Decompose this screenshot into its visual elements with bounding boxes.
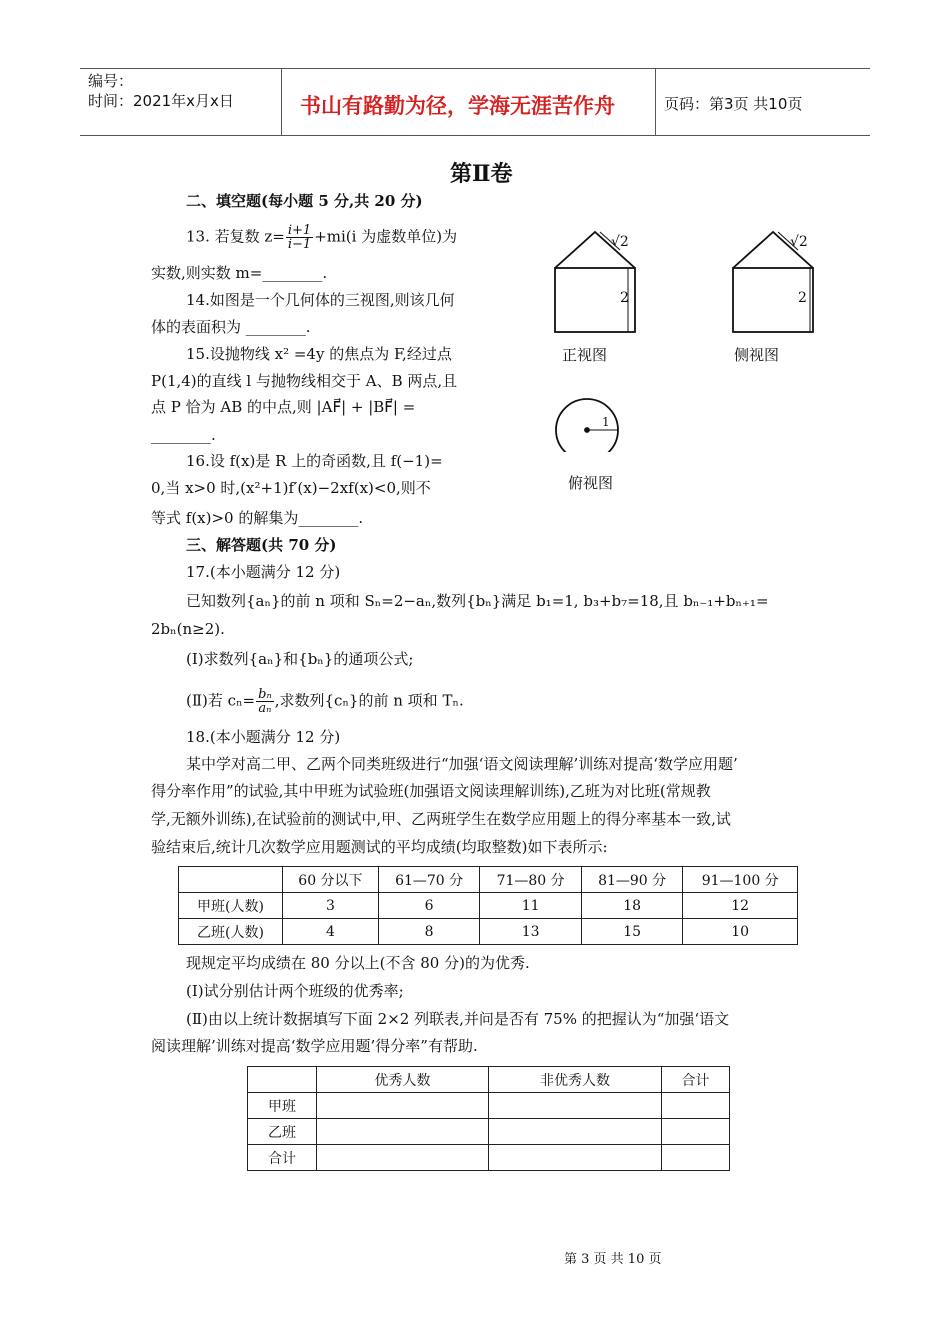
q13-fraction [286, 224, 313, 251]
table-header-cell: 71—80 分 [480, 867, 582, 893]
contingency-table [247, 1066, 730, 1171]
q17-text: (Ⅱ)若 cₙ= [186, 691, 256, 710]
blank-cell [489, 1093, 662, 1119]
page-title: 第Ⅱ卷 [450, 161, 513, 187]
header-top-rule [80, 68, 870, 69]
fraction-denominator: aₙ [258, 701, 272, 716]
table-row [179, 919, 798, 945]
q16-line: 0,当 x>0 时,(x²+1)f′(x)−2xf(x)<0,则不 [151, 479, 431, 497]
q18-line: 得分率作用”的试验,其中甲班为试验班(加强语文阅读理解训练),乙班为对比班(常规教 [151, 782, 711, 800]
table-header-row [248, 1067, 730, 1093]
blank-cell [662, 1145, 730, 1171]
q13-text: +mi(i 为虚数单位)为 [314, 227, 458, 246]
side-view-label: 侧视图 [734, 346, 780, 364]
table-row [179, 893, 798, 919]
blank-cell [662, 1119, 730, 1145]
side-height-label: 2 [798, 290, 807, 306]
q18-line: 学,无额外训练),在试验前的测试中,甲、乙两班学生在数学应用题上的得分率基本一致,试 [151, 810, 731, 828]
q15-line: 点 P 恰为 AB 的中点,则 |AF⃗| + |BF⃗| = [151, 398, 416, 416]
q13-text: 13. 若复数 z= [186, 227, 285, 246]
top-view-label: 俯视图 [568, 474, 614, 492]
doc-number-label: 编号： [88, 72, 134, 90]
table-header-cell [248, 1067, 317, 1093]
q18-line: 阅读理解’训练对提高‘数学应用题’得分率”有帮助. [151, 1037, 478, 1055]
question-18-title: 18.(本小题满分 12 分) [186, 728, 341, 746]
fraction-numerator: i+1 [287, 223, 312, 238]
table-row [248, 1119, 730, 1145]
table-header-cell [179, 867, 283, 893]
question-18: 某中学对高二甲、乙两个同类班级进行“加强‘语文阅读理解’训练对提高‘数学应用题’ [186, 755, 738, 773]
question-13 [186, 224, 457, 251]
q17-line: 2bₙ(n≥2). [151, 620, 225, 638]
front-view-label: 正视图 [562, 346, 608, 364]
row-label: 甲班 [248, 1093, 317, 1119]
table-row [248, 1093, 730, 1119]
table-header-cell: 61—70 分 [378, 867, 480, 893]
table-cell: 4 [283, 919, 379, 945]
row-label: 乙班(人数) [179, 919, 283, 945]
table-cell: 18 [581, 893, 683, 919]
section-heading: 二、填空题(每小题 5 分,共 20 分) [186, 192, 423, 210]
q15-line: P(1,4)的直线 l 与抛物线相交于 A、B 两点,且 [151, 372, 458, 390]
question-17-title: 17.(本小题满分 12 分) [186, 563, 341, 581]
table-header-cell: 优秀人数 [317, 1067, 489, 1093]
radius-label: 1 [602, 415, 610, 429]
q13-line: 实数,则实数 m=________. [151, 264, 328, 282]
fraction-numerator: bₙ [258, 687, 272, 702]
blank-cell [317, 1145, 489, 1171]
table-header-cell: 81—90 分 [581, 867, 683, 893]
table-cell: 8 [378, 919, 480, 945]
question-14: 14.如图是一个几何体的三视图,则该几何 [186, 291, 455, 309]
doc-date: 时间：2021年x月x日 [88, 92, 234, 110]
q15-line: ________. [151, 426, 216, 444]
header-divider [655, 68, 656, 135]
section-heading: 三、解答题(共 70 分) [186, 536, 337, 554]
q17-text: ,求数列{cₙ}的前 n 项和 Tₙ. [274, 691, 464, 710]
q14-line: 体的表面积为 ________. [151, 318, 311, 336]
question-17: 已知数列{aₙ}的前 n 项和 Sₙ=2−aₙ,数列{bₙ}满足 b₁=1, b₃+b₇=18,且 bₙ₋₁+bₙ₊₁= [186, 592, 769, 610]
blank-cell [489, 1119, 662, 1145]
table-cell: 13 [480, 919, 582, 945]
question-16: 16.设 f(x)是 R 上的奇函数,且 f(−1)= [186, 452, 443, 470]
fraction-denominator: i−1 [287, 237, 312, 252]
table-header-cell: 60 分以下 [283, 867, 379, 893]
table-header-cell: 91—100 分 [683, 867, 798, 893]
table-row [248, 1145, 730, 1171]
question-15: 15.设抛物线 x² =4y 的焦点为 F,经过点 [186, 345, 452, 363]
q17-part1: (Ⅰ)求数列{aₙ}和{bₙ}的通项公式; [186, 650, 414, 668]
blank-cell [317, 1093, 489, 1119]
page-footer: 第 3 页 共 10 页 [564, 1252, 662, 1267]
header-motto: 书山有路勤为径，学海无涯苦作舟 [300, 93, 615, 118]
blank-cell [662, 1093, 730, 1119]
q18-part1: (Ⅰ)试分别估计两个班级的优秀率; [186, 982, 404, 1000]
q17-part2 [186, 688, 464, 715]
q18-line: 验结束后,统计几次数学应用题测试的平均成绩(均取整数)如下表所示: [151, 838, 608, 856]
table-cell: 12 [683, 893, 798, 919]
blank-cell [489, 1145, 662, 1171]
q18-part2: (Ⅱ)由以上统计数据填写下面 2×2 列联表,并问是否有 75% 的把握认为“加强‘语文 [186, 1010, 730, 1028]
side-slant-label: √2 [790, 234, 808, 250]
row-label: 甲班(人数) [179, 893, 283, 919]
q16-line: 等式 f(x)>0 的解集为________. [151, 509, 364, 527]
front-slant-label: √2 [611, 234, 629, 250]
table-cell: 15 [581, 919, 683, 945]
table-header-cell: 非优秀人数 [489, 1067, 662, 1093]
header-divider [281, 68, 282, 135]
front-height-label: 2 [620, 290, 629, 306]
table-header-cell: 合计 [662, 1067, 730, 1093]
row-label: 乙班 [248, 1119, 317, 1145]
row-label: 合计 [248, 1145, 317, 1171]
three-view-diagram [540, 222, 840, 452]
table-cell: 6 [378, 893, 480, 919]
table-header-row [179, 867, 798, 893]
q17-fraction [256, 688, 274, 715]
score-distribution-table [178, 866, 798, 945]
blank-cell [317, 1119, 489, 1145]
table-cell: 10 [683, 919, 798, 945]
header-page-info: 页码：第3页 共10页 [664, 95, 803, 113]
table-cell: 3 [283, 893, 379, 919]
header-bottom-rule [80, 135, 870, 136]
table-cell: 11 [480, 893, 582, 919]
q18-rule: 现规定平均成绩在 80 分以上(不含 80 分)的为优秀. [186, 954, 530, 972]
